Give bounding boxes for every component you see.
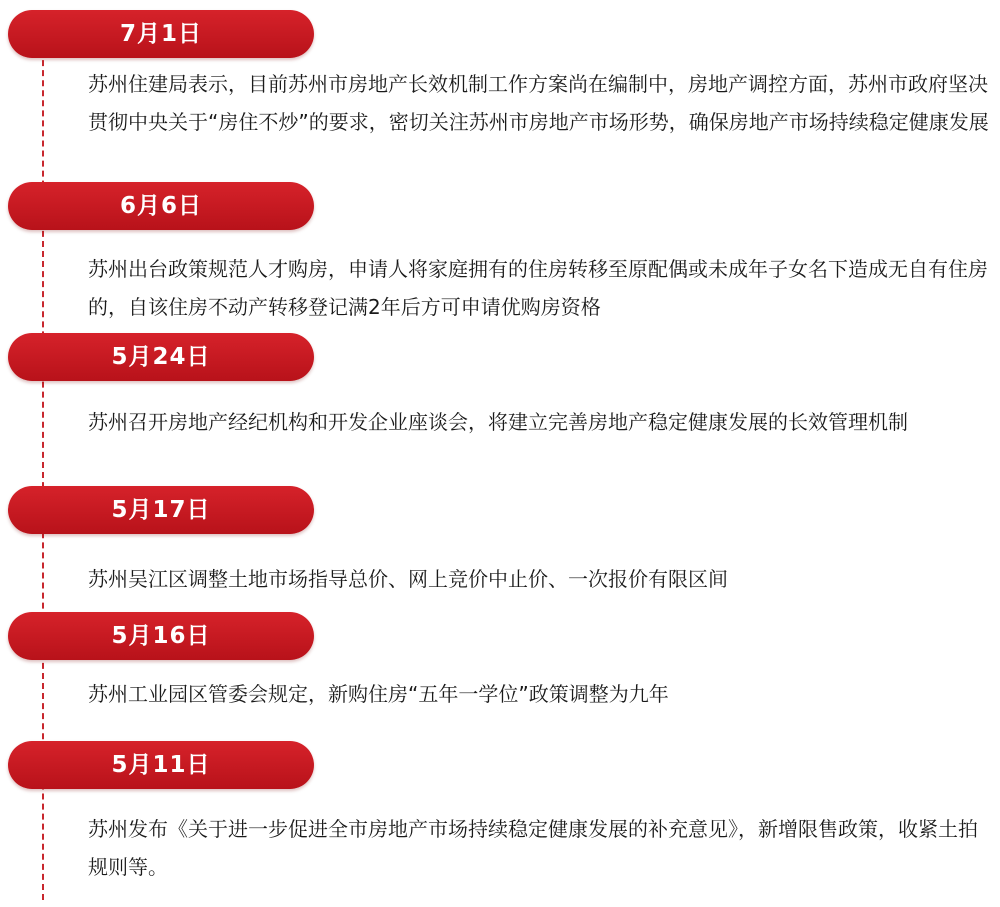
event-description: 苏州住建局表示，目前苏州市房地产长效机制工作方案尚在编制中，房地产调控方面，苏州市政府坚决贯彻中央关于“房住不炒”的要求，密切关注苏州市房地产市场形势，确保房地产市场持续稳定健康发展 <box>88 72 989 134</box>
event-description: 苏州工业园区管委会规定，新购住房“五年一学位”政策调整为九年 <box>88 682 669 706</box>
date-badge: 7月1日 <box>8 10 314 58</box>
event-description: 苏州召开房地产经纪机构和开发企业座谈会，将建立完善房地产稳定健康发展的长效管理机制 <box>88 410 908 434</box>
date-badge: 5月11日 <box>8 741 314 789</box>
event-description: 苏州出台政策规范人才购房，申请人将家庭拥有的住房转移至原配偶或未成年子女名下造成无自有住房的，自该住房不动产转移登记满2年后方可申请优购房资格 <box>88 257 988 319</box>
date-badge: 5月24日 <box>8 333 314 381</box>
event-description: 苏州吴江区调整土地市场指导总价、网上竞价中止价、一次报价有限区间 <box>88 567 728 591</box>
date-badge: 5月16日 <box>8 612 314 660</box>
date-badge: 6月6日 <box>8 182 314 230</box>
event-description: 苏州发布《关于进一步促进全市房地产市场持续稳定健康发展的补充意见》，新增限售政策，收紧土拍规则等。 <box>88 817 978 879</box>
date-badge: 5月17日 <box>8 486 314 534</box>
